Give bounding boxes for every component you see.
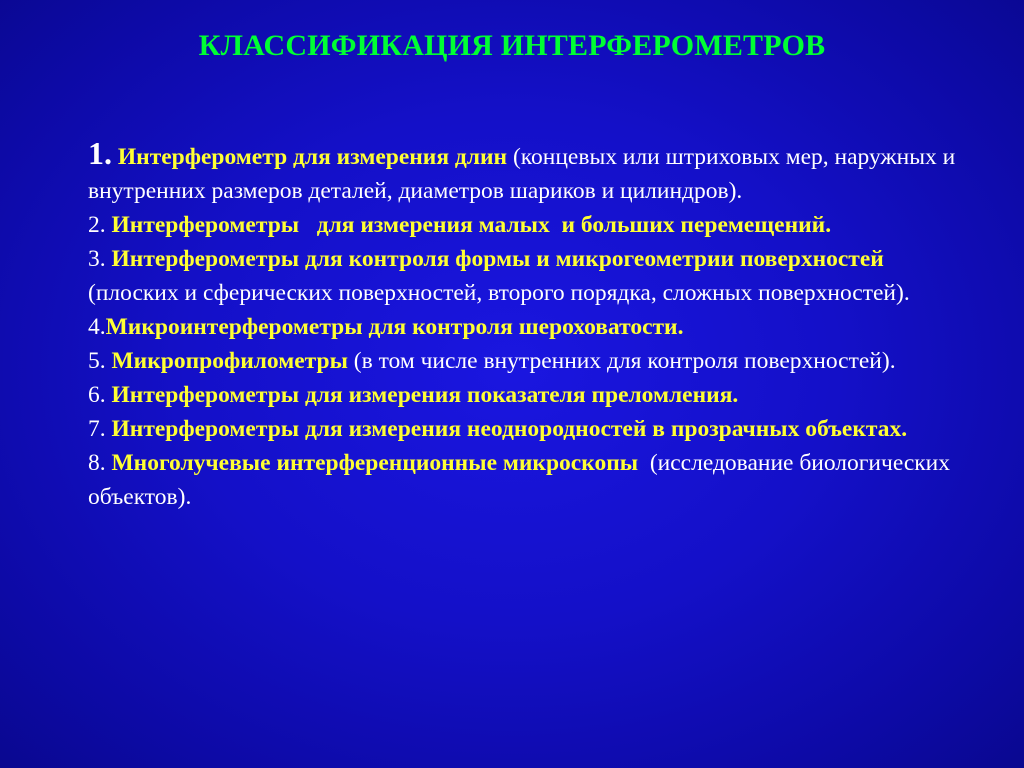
item-highlight: Интерферометры для измерения показателя преломления. xyxy=(111,382,739,408)
item-highlight: Интерферометры для измерения неоднородностей в прозрачных объектах. xyxy=(111,416,908,442)
list-item-1 xyxy=(88,136,968,208)
item-number: 6. xyxy=(88,382,106,408)
item-number: 4. xyxy=(88,314,106,340)
item-text: (плоских и сферических поверхностей, второго порядка, сложных поверхностей). xyxy=(88,246,910,306)
list-item-4 xyxy=(88,310,968,344)
list-item-2 xyxy=(88,208,968,242)
item-text: (в том числе внутренних для контроля поверхностей). xyxy=(347,348,896,374)
item-number: 3. xyxy=(88,246,106,272)
list-item-7 xyxy=(88,412,968,446)
item-highlight: Микропрофилометры xyxy=(111,348,348,374)
classification-list xyxy=(88,136,968,514)
item-text: . xyxy=(825,212,832,238)
item-highlight: Многолучевые интерференционные микроскопы xyxy=(111,450,639,476)
item-highlight: Интерферометры для контроля формы и микрогеометрии поверхностей xyxy=(111,246,884,272)
list-item-3 xyxy=(88,242,968,310)
list-item-5 xyxy=(88,344,968,378)
item-number: 2. xyxy=(88,212,106,238)
item-number: 5. xyxy=(88,348,106,374)
slide-title: КЛАССИФИКАЦИЯ ИНТЕРФЕРОМЕТРОВ xyxy=(198,29,826,62)
list-item-8 xyxy=(88,446,968,514)
item-text: (исследование биологических объектов). xyxy=(88,450,956,510)
list-item-6 xyxy=(88,378,968,412)
item-number: 1. xyxy=(88,135,112,171)
item-number: 8. xyxy=(88,450,106,476)
item-highlight: Микроинтерферометры для контроля шероховатости. xyxy=(105,314,684,340)
item-highlight: Интерферометр для измерения длин xyxy=(117,144,508,170)
item-highlight: Интерферометры для измерения малых и больших перемещений xyxy=(111,212,826,238)
item-number: 7. xyxy=(88,416,106,442)
item-text: (концевых или штриховых мер, наружных и внутренних размеров деталей, диаметров шариков и цилиндров). xyxy=(88,144,962,204)
